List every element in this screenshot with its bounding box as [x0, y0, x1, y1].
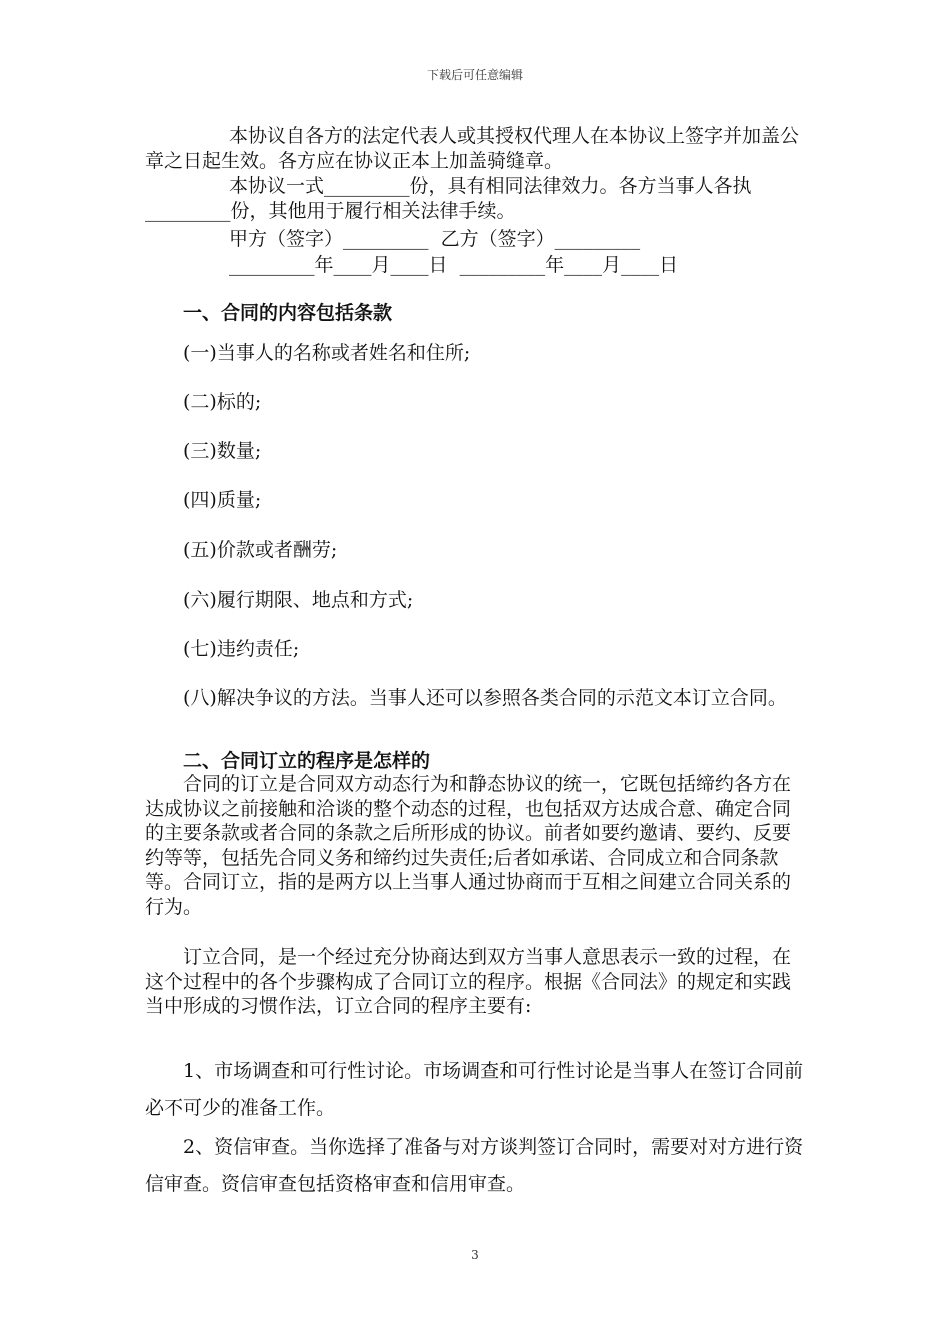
copies-paragraph: 本协议一式_________份，具有相同法律效力。各方当事人各执_________份，其他用于履行相关法律手续。 — [145, 175, 752, 222]
list-item: (四)质量; — [183, 489, 262, 511]
procedure-step-2: 2、资信审查。当你选择了准备与对方谈判签订合同时，需要对对方进行资信审查。资信审查包括资格审查和信用审查。 — [145, 1136, 804, 1195]
section2-paragraph-2: 订立合同，是一个经过充分协商达到双方当事人意思表示一致的过程，在这个过程中的各个步骤构成了合同订立的程序。根据《合同法》的规定和实践当中形成的习惯作法，订立合同的程序主要有: — [145, 946, 792, 1017]
effect-paragraph: 本协议自各方的法定代表人或其授权代理人在本协议上签字并加盖公章之日起生效。各方应在协议正本上加盖骑缝章。 — [145, 125, 800, 172]
section2-heading: 二、合同订立的程序是怎样的 — [183, 750, 431, 772]
procedure-step-1: 1、市场调查和可行性讨论。市场调查和可行性讨论是当事人在签订合同前必不可少的准备工作。 — [145, 1060, 804, 1119]
page-number: 3 — [471, 1248, 479, 1262]
section2-paragraph-1: 合同的订立是合同双方动态行为和静态协议的统一，它既包括缔约各方在达成协议之前接触和洽谈的整个动态的过程，也包括双方达成合意、确定合同的主要条款或者合同的条款之后所形成的协议。前者如要约邀请、要约、反要约等等，包括先合同义务和缔约过失责任;后者如承诺、合同成立和合同条款等。合同订立，指的是两方以上当事人通过协商而于互相之间建立合同关系的行为。 — [145, 773, 792, 918]
list-item: (一)当事人的名称或者姓名和住所; — [183, 342, 471, 364]
list-item: (三)数量; — [183, 440, 262, 462]
list-item: (五)价款或者酬劳; — [183, 539, 338, 561]
signature-line: 甲方（签字）_________ 乙方（签字）_________ — [229, 228, 641, 250]
page-header: 下载后可任意编辑 — [426, 68, 523, 82]
list-item: (七)违约责任; — [183, 638, 300, 660]
list-item: (二)标的; — [183, 391, 262, 413]
date-line: _________年____月____日 _________年____月____日 — [229, 254, 679, 276]
list-item: (八)解决争议的方法。当事人还可以参照各类合同的示范文本订立合同。 — [183, 687, 787, 709]
section1-heading: 一、合同的内容包括条款 — [183, 302, 393, 324]
list-item: (六)履行期限、地点和方式; — [183, 589, 414, 611]
